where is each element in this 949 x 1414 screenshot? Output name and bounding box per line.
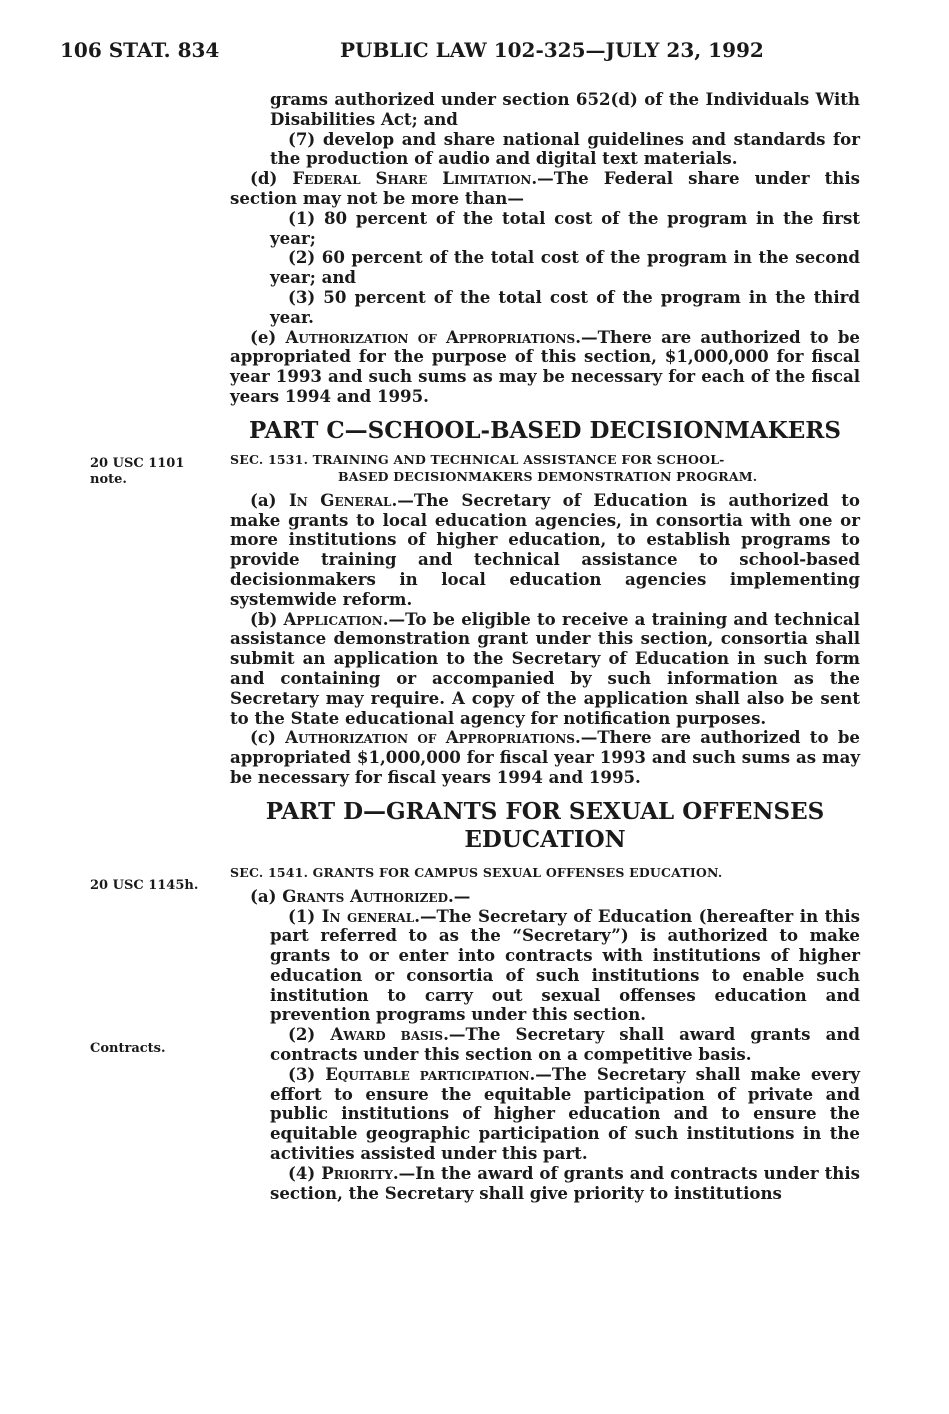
section-1531-heading: SEC. 1531. TRAINING AND TECHNICAL ASSISTANCE FOR SCHOOL- BASED DECISIONMAKERS DEMONSTRATION PROGRAM. (230, 451, 758, 484)
section-1541-a-3: (3) Equitable participation.—The Secretary shall make every effort to ensure the equitable participation of private and public institutions of higher education and to ensure the equitable geographic participation of such institutions in the activities assisted under this part. (270, 1063, 861, 1164)
subsection-e: (e) Authorization of Appropriations.—There are authorized to be appropriated for the purpose of this section, $1,000,000 for fiscal year 1993 and such sums as may be necessary for each of the fiscal years 1994 and 1995. (230, 326, 860, 406)
section-1531-a: (a) In General.—The Secretary of Education is authorized to make grants to local education agencies, in consortia with one or more institutions of higher education, to establish programs to provide training and technical assistance to school-based decisionmakers in local education agencies implementing systemwide reform. (230, 489, 860, 609)
subsection-d-3: (3) 50 percent of the total cost of the program in the third year. (270, 286, 860, 327)
page-number: 106 STAT. 834 (60, 38, 220, 62)
subsection-d-2: (2) 60 percent of the total cost of the program in the second year; and (270, 247, 860, 288)
part-c-heading: PART C—SCHOOL-BASED DECISIONMAKERS (249, 416, 841, 444)
section-1541-a: (a) Grants Authorized.— (250, 885, 471, 906)
paragraph-7: (7) develop and share national guidelines and standards for the production of audio and digital text materials. (270, 128, 860, 169)
page-title: PUBLIC LAW 102-325—JULY 23, 1992 (340, 38, 764, 62)
margin-note-usc-1145h: 20 USC 1145h. (90, 878, 199, 893)
part-d-heading: PART D—GRANTS FOR SEXUAL OFFENSES EDUCATION (265, 797, 825, 853)
margin-note-contracts: Contracts. (90, 1041, 166, 1056)
subsection-d-1: (1) 80 percent of the total cost of the program in the first year; (270, 207, 860, 248)
section-1541-heading: SEC. 1541. GRANTS FOR CAMPUS SEXUAL OFFENSES EDUCATION. (230, 864, 723, 880)
section-1541-a-4: (4) Priority.—In the award of grants and contracts under this section, the Secretary shall give priority to institutions (270, 1162, 860, 1203)
margin-note-usc-1101: 20 USC 1101 note. (90, 456, 185, 487)
section-1531-c: (c) Authorization of Appropriations.—There are authorized to be appropriated $1,000,000 for fiscal year 1993 and such sums as may be necessary for fiscal years 1994 and 1995. (230, 727, 860, 787)
paragraph-continued: grams authorized under section 652(d) of the Individuals With Disabilities Act; and (270, 89, 860, 129)
section-1541-a-2: (2) Award basis.—The Secretary shall award grants and contracts under this section on a competitive basis. (270, 1024, 860, 1065)
subsection-d: (d) Federal Share Limitation.—The Federal share under this section may not be more than— (230, 168, 861, 208)
section-1541-a-1: (1) In general.—The Secretary of Education (hereafter in this part referred to as the “Secretary”) is authorized to make grants to or enter into contracts with institutions of higher education or consortia of such institutions to enable such institution to carry out sexual offenses education and prevention programs under this section. (270, 905, 860, 1025)
document-body (230, 90, 860, 1203)
section-1531-b: (b) Application.—To be eligible to receive a training and technical assistance demonstration grant under this section, consortia shall submit an application to the Secretary of Education in such form and containing or accompanied by such information as the Secretary may require. A copy of the application shall also be sent to the State educational agency for notification purposes. (230, 608, 860, 728)
